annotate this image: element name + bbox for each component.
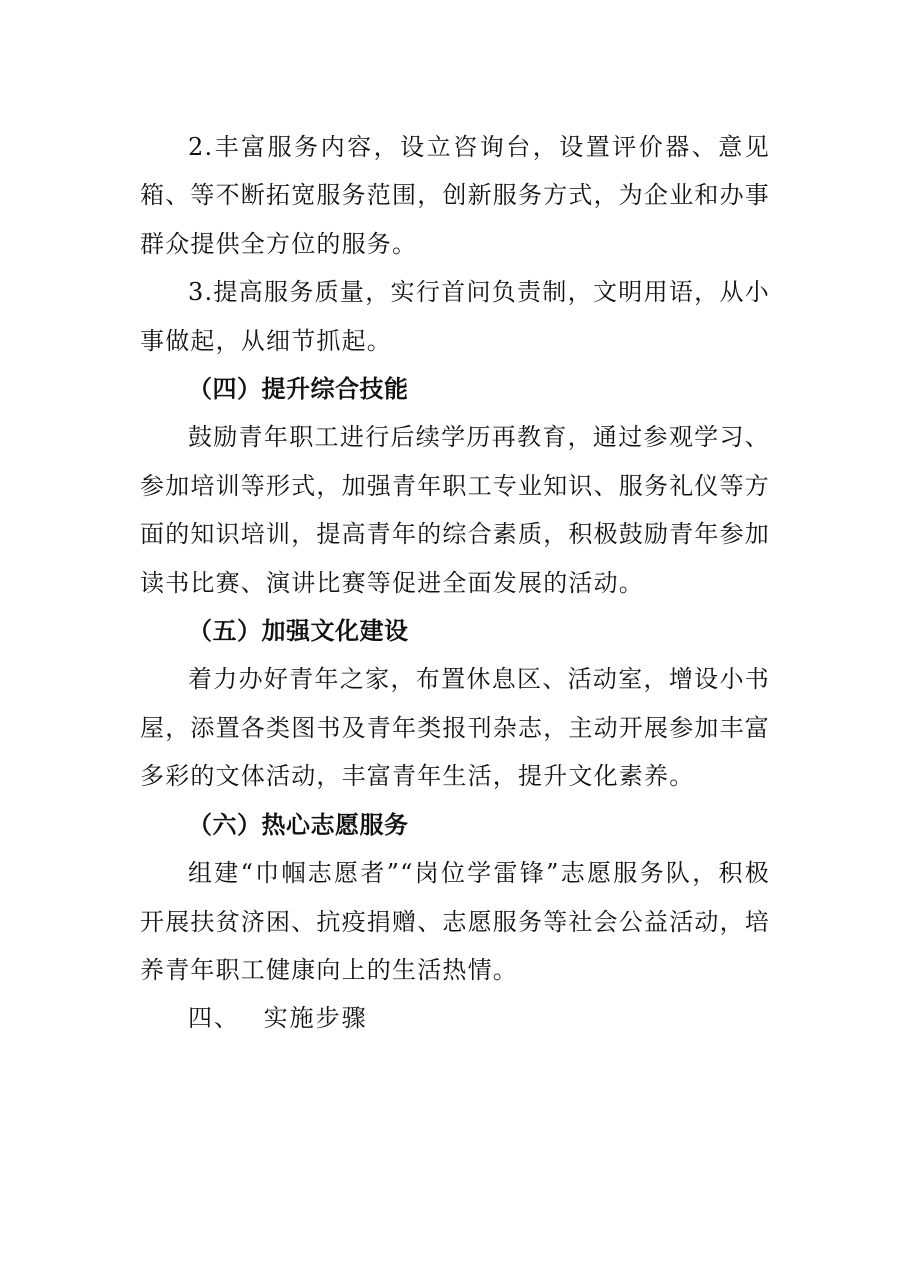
paragraph-service-quality: 3.提高服务质量，实行首问负责制，文明用语，从小事做起，从细节抓起。 xyxy=(140,278,770,355)
heading-culture: （五）加强文化建设 xyxy=(188,617,409,646)
paragraph-skills: 鼓励青年职工进行后续学历再教育，通过参观学习、参加培训等形式，加强青年职工专业知识、服务礼仪等方面的知识培训，提高青年的综合素质，积极鼓励青年参加读书比赛、演讲比赛等促进全面发展的活动。 xyxy=(140,423,770,597)
document-body xyxy=(140,123,770,1043)
paragraph-service-content: 2.丰富服务内容，设立咨询台，设置评价器、意见箱、等不断拓宽服务范围，创新服务方式，为企业和办事群众提供全方位的服务。 xyxy=(140,133,770,258)
section-heading-steps: 四、 实施步骤 xyxy=(188,1004,368,1033)
paragraph-culture: 着力办好青年之家，布置休息区、活动室，增设小书屋，添置各类图书及青年类报刊杂志，主动开展参加丰富多彩的文体活动，丰富青年生活，提升文化素养。 xyxy=(140,665,770,791)
heading-skills: （四）提升综合技能 xyxy=(188,375,409,404)
paragraph-volunteer: 组建“巾帼志愿者”“岗位学雷锋”志愿服务队，积极开展扶贫济困、抗疫捐赠、志愿服务等社会公益活动，培养青年职工健康向上的生活热情。 xyxy=(140,859,770,984)
heading-volunteer: （六）热心志愿服务 xyxy=(188,810,409,839)
